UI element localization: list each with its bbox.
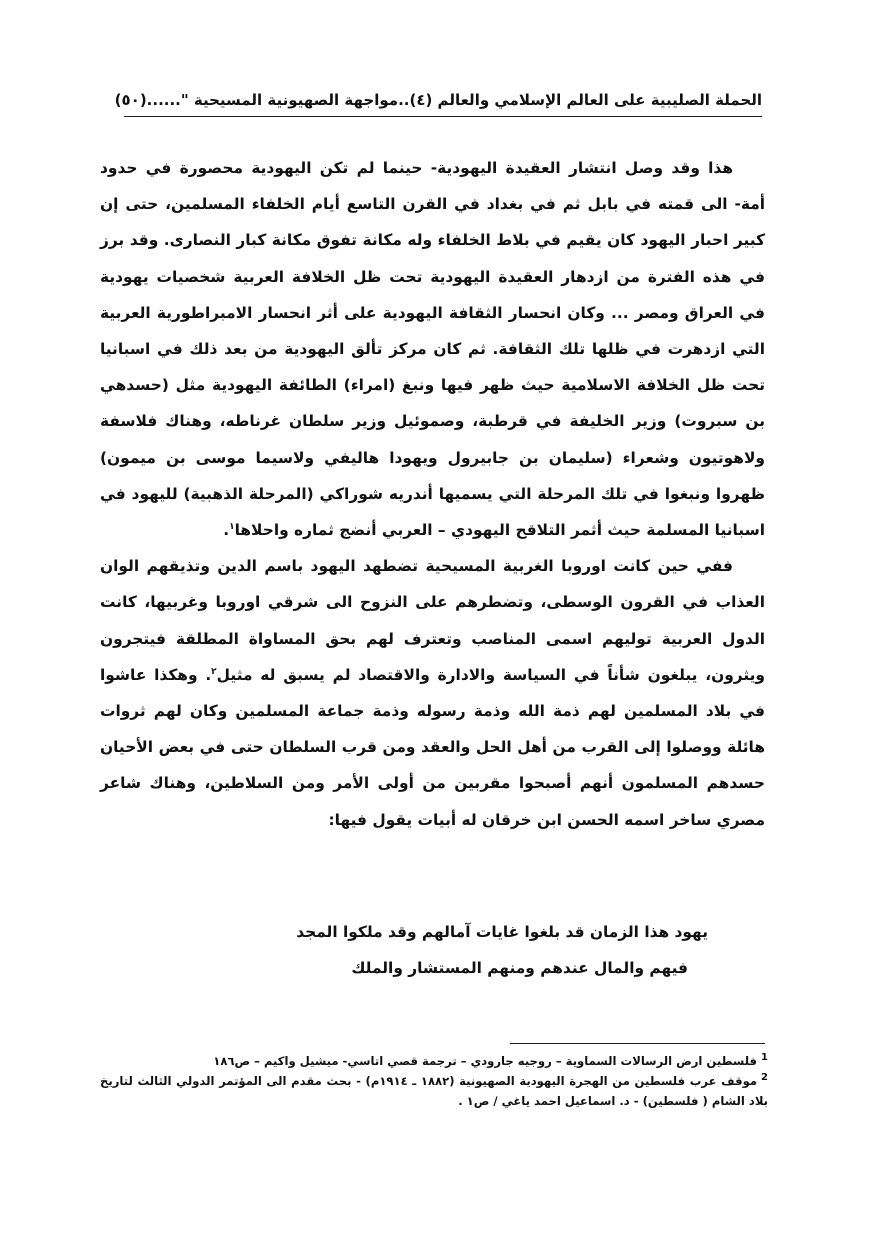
footnote-text: موقف عرب فلسطين من الهجرة اليهودية الصهيونية (١٨٨٢ ـ ١٩١٤م) - بحث مقدم الى المؤتمر الدولي الثالث لتاريخ بلاد الشام ( فلسطين) - د. اسماعيل احمد ياغي / ص١ . — [100, 1074, 768, 1108]
header-title: الحملة الصليبية على العالم الإسلامي والعالم (٤)..مواجهة الصهيونية المسيحية "...... — [146, 91, 762, 109]
page-number: (٥٠) — [114, 91, 147, 109]
body-text — [100, 150, 765, 838]
paragraph-text-end: . — [223, 521, 230, 540]
paragraph — [100, 150, 765, 548]
footnote — [100, 1051, 768, 1071]
footnote-ref: ٢ — [211, 666, 217, 677]
footnote-number: 1 — [761, 1052, 768, 1064]
footnote-separator — [510, 1043, 765, 1044]
footnote — [100, 1071, 768, 1111]
poem-verses — [100, 914, 708, 986]
poem-line: يهود هذا الزمان قد بلغوا غايات آمالهم وقد ملكوا المجد — [296, 923, 708, 941]
paragraph-text-end: . وهكذا عاشوا في بلاد المسلمين لهم ذمة الله وذمة رسوله وذمة جماعة المسلمين وكان لهم ثروات هائلة ووصلوا إلى القرب من أهل الحل والعقد ومن قرب السلطان حتى في بعض الأحيان حسدهم المسلمون أنهم أصبحوا مقربين من أولى الأمر ومن السلاطين، وهناك شاعر مصري ساخر اسمه الحسن ابن خرقان له أبيات يقول فيها: — [100, 665, 765, 829]
footnotes — [100, 1051, 768, 1111]
footnote-number: 2 — [761, 1072, 768, 1084]
paragraph-text: هذا وقد وصل انتشار العقيدة اليهودية- حينما لم تكن اليهودية محصورة في حدود أمة- الى قمته في بابل ثم في بغداد في القرن التاسع أيام الخلفاء المسلمين، حتى إن كبير احبار اليهود كان يقيم في بلاط الخلفاء وله مكانة تفوق مكانة كبار النصارى. وقد برز في هذه الفترة من ازدهار العقيدة اليهودية تحت ظل الخلافة العربية شخصيات يهودية في العراق ومصر ... وكان انحسار الثقافة اليهودية على أثر انحسار الامبراطورية العربية التي ازدهرت في ظلها تلك الثقافة. ثم كان مركز تألق اليهودية من بعد ذلك في اسبانيا تحت ظل الخلافة الاسلامية حيث ظهر فيها ونبغ (امراء) الطائفة اليهودية مثل (حسدهي بن سبروت) وزير الخليفة في قرطبة، وصموئيل وزير سلطان غرناطه، وهناك فلاسفة ولاهوتيون وشعراء (سليمان بن جابيرول ويهودا هاليفي ولاسيما موسى بن ميمون) ظهروا ونبغوا في تلك المرحلة التي يسميها أندريه شوراكي (المرحلة الذهبية) لليهود في اسبانيا المسلمة حيث أثمر التلاقح اليهودي – العربي أنضج ثماره واحلاها — [100, 159, 765, 540]
running-header — [114, 84, 762, 117]
footnote-text: فلسطين ارض الرسالات السماوية – روجيه جارودي – ترجمة قصي اتاسي- ميشيل واكيم – ص١٨٦ — [213, 1054, 758, 1068]
poem-line: فيهم والمال عندهم ومنهم المستشار والملك — [351, 959, 688, 977]
footnote-ref: ١ — [229, 521, 235, 532]
paragraph — [100, 548, 765, 838]
paragraph-text: ففي حين كانت اوروبا الغربية المسيحية تضطهد اليهود باسم الدين وتذيقهم الوان العذاب في القرون الوسطى، وتضطرهم على النزوح الى شرقي اوروبا وغربيها، كانت الدول العربية توليهم اسمى المناصب وتعترف لهم بحق المساواة المطلقة فيتجرون ويثرون، يبلغون شأناً في السياسة والادارة والاقتصاد لم يسبق له مثيل — [100, 557, 765, 684]
